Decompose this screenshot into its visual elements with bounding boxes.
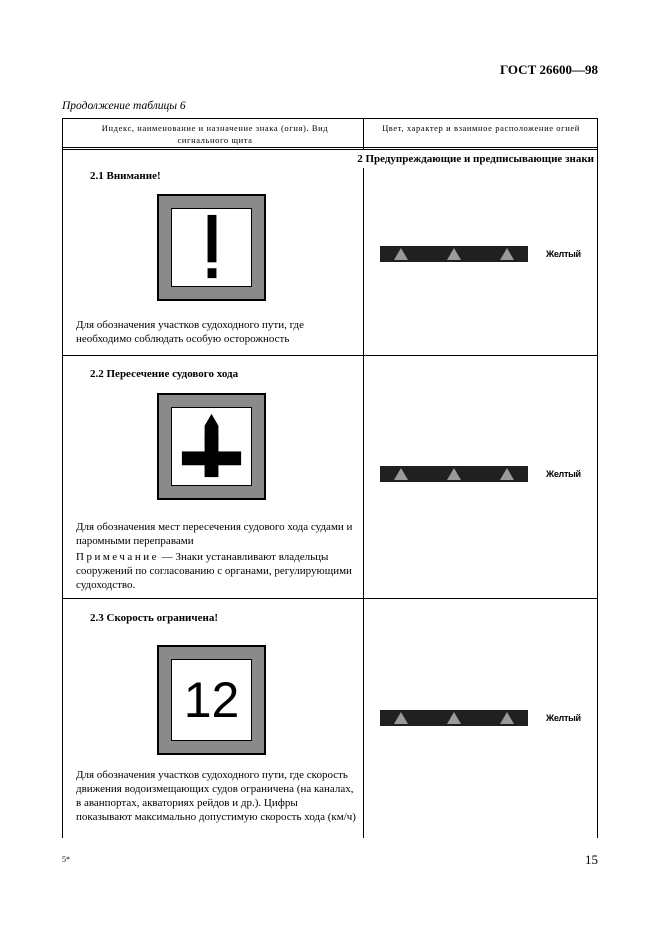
note-label: Примечание [76,551,159,563]
row-title-speed-limit: 2.3 Скорость ограничена! [90,612,218,624]
light-bar-speed-limit [380,710,528,726]
table-continuation-caption: Продолжение таблицы 6 [62,100,186,112]
table-header-bottom-border [62,147,598,148]
light-triangle-1 [394,468,408,480]
page-number: 15 [585,852,598,867]
attention-sign [157,194,266,301]
standard-number: ГОСТ 26600—98 [499,62,598,77]
speed-limit-sign [157,645,266,755]
light-bar-crossing [380,466,528,482]
row-note-crossing [76,550,356,592]
table-top-border [62,118,598,119]
crossing-sign [157,393,266,500]
light-triangle-2 [447,468,461,480]
table-right-border [597,118,598,838]
table-column-divider [363,168,364,838]
footer-mark: 5* [62,855,70,864]
table-header-bottom-border-2 [62,149,598,150]
light-triangle-2 [447,712,461,724]
column-header-sign: Индекс, наименование и назначение знака (огня). Вид сигнального щита [101,123,329,145]
row-description-crossing: Для обозначения мест пересечения судового хода судами и паромными переправами [76,521,353,547]
light-triangle-3 [500,468,514,480]
exclamation-mark-icon [172,209,251,286]
light-color-attention: Желтый [546,249,581,259]
table-left-border [62,118,63,838]
light-triangle-1 [394,248,408,260]
speed-limit-number: 12 [183,672,240,728]
table-column-divider-header [363,118,364,150]
section-title: 2 Предупреждающие и предписывающие знаки [357,153,594,165]
light-triangle-3 [500,248,514,260]
row-title-attention: 2.1 Внимание! [90,170,161,182]
column-header-lights: Цвет, характер и взаимное расположение огней [382,123,580,133]
crossing-icon [172,408,251,485]
row-divider-2 [62,598,598,599]
row-description-speed-limit: Для обозначения участков судоходного пути, где скорость движения водоизмещающих судов ограничена (на каналах, в аванпортах, акваториях рейдов и др.). Цифры показывают максимально допустимую скорость хода (км/ч) [76,769,356,823]
note-text: — Знаки устанавливают владельцы сооружений по согласованию с органами, регулирующими судоходство. [76,551,352,591]
light-color-speed-limit: Желтый [546,713,581,723]
row-description-attention: Для обозначения участков судоходного пути, где необходимо соблюдать особую осторожность [76,319,305,345]
row-divider-1 [62,355,598,356]
light-triangle-3 [500,712,514,724]
light-bar-attention [380,246,528,262]
light-triangle-2 [447,248,461,260]
row-title-crossing: 2.2 Пересечение судового хода [90,368,239,380]
light-color-crossing: Желтый [546,469,581,479]
light-triangle-1 [394,712,408,724]
